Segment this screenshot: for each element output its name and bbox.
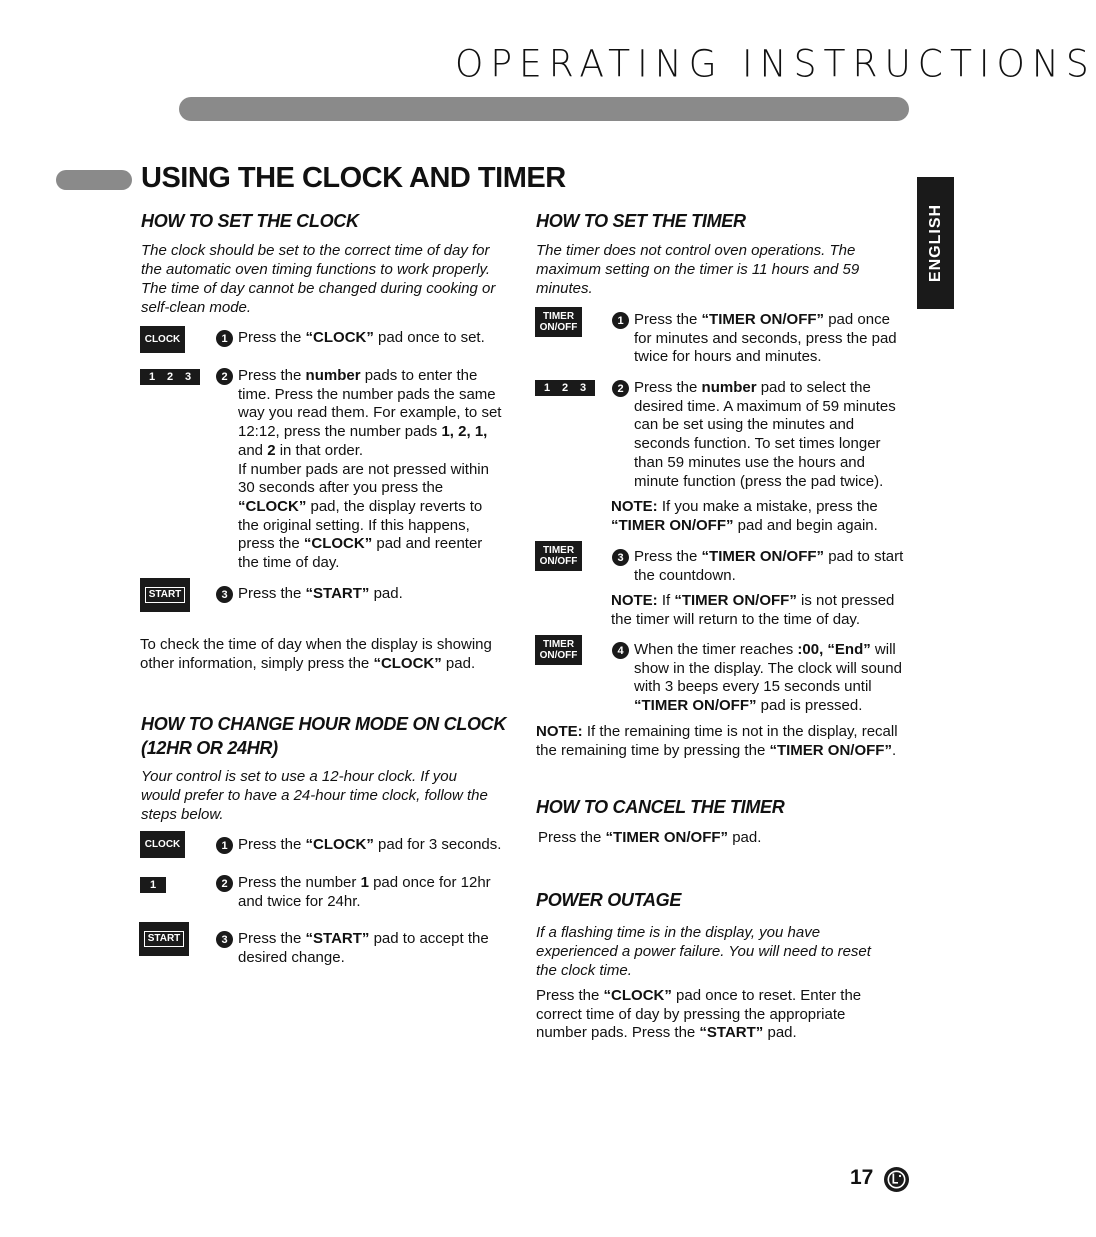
power-outage-text: Press the “CLOCK” pad once to reset. Enter the correct time of day by pressing the appropriate number pads. Press the “START” pad. xyxy=(536,987,862,1042)
page-number: 17 xyxy=(850,1166,874,1189)
step-4-badge: 4 xyxy=(612,642,629,659)
timer-pad-icon: TIMER ON/OFF xyxy=(535,541,582,571)
set-clock-step-3: Press the “START” pad. xyxy=(238,585,403,602)
set-clock-step-2: Press the number pads to enter the time. Press the number pads the same way you read them. For example, to set 12:12, press the number pads 1, 2, 1, and 2 in that order. If number pads are not pressed within 30 seconds after you press the “CLOCK” pad, the display reverts to the original setting. If this happens, press the “CLOCK” pad and reenter the time of day. xyxy=(238,367,502,572)
set-timer-note-3: NOTE: If the remaining time is not in the display, recall the remaining time by pressing the “TIMER ON/OFF”. xyxy=(536,723,898,759)
timer-pad-icon: TIMER ON/OFF xyxy=(535,307,582,337)
page-header-title: OPERATING INSTRUCTIONS xyxy=(455,42,1096,87)
step-3-badge: 3 xyxy=(612,549,629,566)
set-timer-step-4: When the timer reaches :00, “End” will show in the display. The clock will sound with 3 beeps every 15 seconds until “TIMER ON/OFF” pad is pressed. xyxy=(634,641,902,715)
set-clock-heading: HOW TO SET THE CLOCK xyxy=(141,211,359,231)
cancel-timer-text: Press the “TIMER ON/OFF” pad. xyxy=(538,829,762,846)
hour-mode-heading: HOW TO CHANGE HOUR MODE ON CLOCK (12HR OR 24HR) xyxy=(141,714,507,758)
step-1-badge: 1 xyxy=(216,837,233,854)
set-clock-intro: The clock should be set to the correct time of day for the automatic oven timing functions to work properly. The time of day cannot be changed during cooking or self-clean mode. xyxy=(141,242,496,316)
set-timer-step-1: Press the “TIMER ON/OFF” pad once for minutes and seconds, press the pad twice for hours and minutes. xyxy=(634,311,897,366)
power-outage-heading: POWER OUTAGE xyxy=(536,890,682,910)
lg-logo-icon xyxy=(884,1167,909,1192)
set-timer-note-1: NOTE: If you make a mistake, press the “TIMER ON/OFF” pad and begin again. xyxy=(611,498,878,534)
hour-mode-step-2: Press the number 1 pad once for 12hr and twice for 24hr. xyxy=(238,874,491,910)
clock-pad-icon: CLOCK xyxy=(140,831,185,858)
set-timer-intro: The timer does not control oven operations. The maximum setting on the timer is 11 hours and 59 minutes. xyxy=(536,242,860,297)
header-bar xyxy=(179,97,909,121)
cancel-timer-heading: HOW TO CANCEL THE TIMER xyxy=(536,797,785,817)
language-tab-label: ENGLISH xyxy=(926,203,944,283)
start-pad-icon: START xyxy=(140,578,190,612)
set-clock-step-1: Press the “CLOCK” pad once to set. xyxy=(238,329,485,346)
check-time-text: To check the time of day when the display is showing other information, simply press the “CLOCK” pad. xyxy=(140,636,492,672)
set-timer-step-2: Press the number pad to select the desired time. A maximum of 59 minutes can be set using the minutes and seconds function. To set times longer than 59 minutes use the hours and minute function (press the pad twice). xyxy=(634,379,896,490)
set-timer-step-3: Press the “TIMER ON/OFF” pad to start the countdown. xyxy=(634,548,904,584)
section-title: USING THE CLOCK AND TIMER xyxy=(141,162,566,194)
step-3-badge: 3 xyxy=(216,586,233,603)
section-marker xyxy=(56,170,132,190)
hour-mode-step-1: Press the “CLOCK” pad for 3 seconds. xyxy=(238,836,502,853)
number-pads-icon: 1 2 3 xyxy=(140,369,200,385)
hour-mode-intro: Your control is set to use a 12-hour clock. If you would prefer to have a 24-hour time clock, follow the steps below. xyxy=(141,768,488,823)
step-1-badge: 1 xyxy=(612,312,629,329)
step-1-badge: 1 xyxy=(216,330,233,347)
number-pads-icon: 1 2 3 xyxy=(535,380,595,396)
hour-mode-step-3: Press the “START” pad to accept the desired change. xyxy=(238,930,489,966)
step-2-badge: 2 xyxy=(216,368,233,385)
timer-pad-icon: TIMER ON/OFF xyxy=(535,635,582,665)
number-pad-1-icon: 1 xyxy=(140,877,166,893)
clock-pad-icon: CLOCK xyxy=(140,326,185,353)
step-3-badge: 3 xyxy=(216,931,233,948)
set-timer-heading: HOW TO SET THE TIMER xyxy=(536,211,746,231)
language-tab xyxy=(917,177,954,309)
step-2-badge: 2 xyxy=(216,875,233,892)
power-outage-intro: If a flashing time is in the display, you have experienced a power failure. You will need to reset the clock time. xyxy=(536,924,871,979)
set-timer-note-2: NOTE: If “TIMER ON/OFF” is not pressed the timer will return to the time of day. xyxy=(611,592,895,628)
step-2-badge: 2 xyxy=(612,380,629,397)
start-pad-icon: START xyxy=(139,922,189,956)
